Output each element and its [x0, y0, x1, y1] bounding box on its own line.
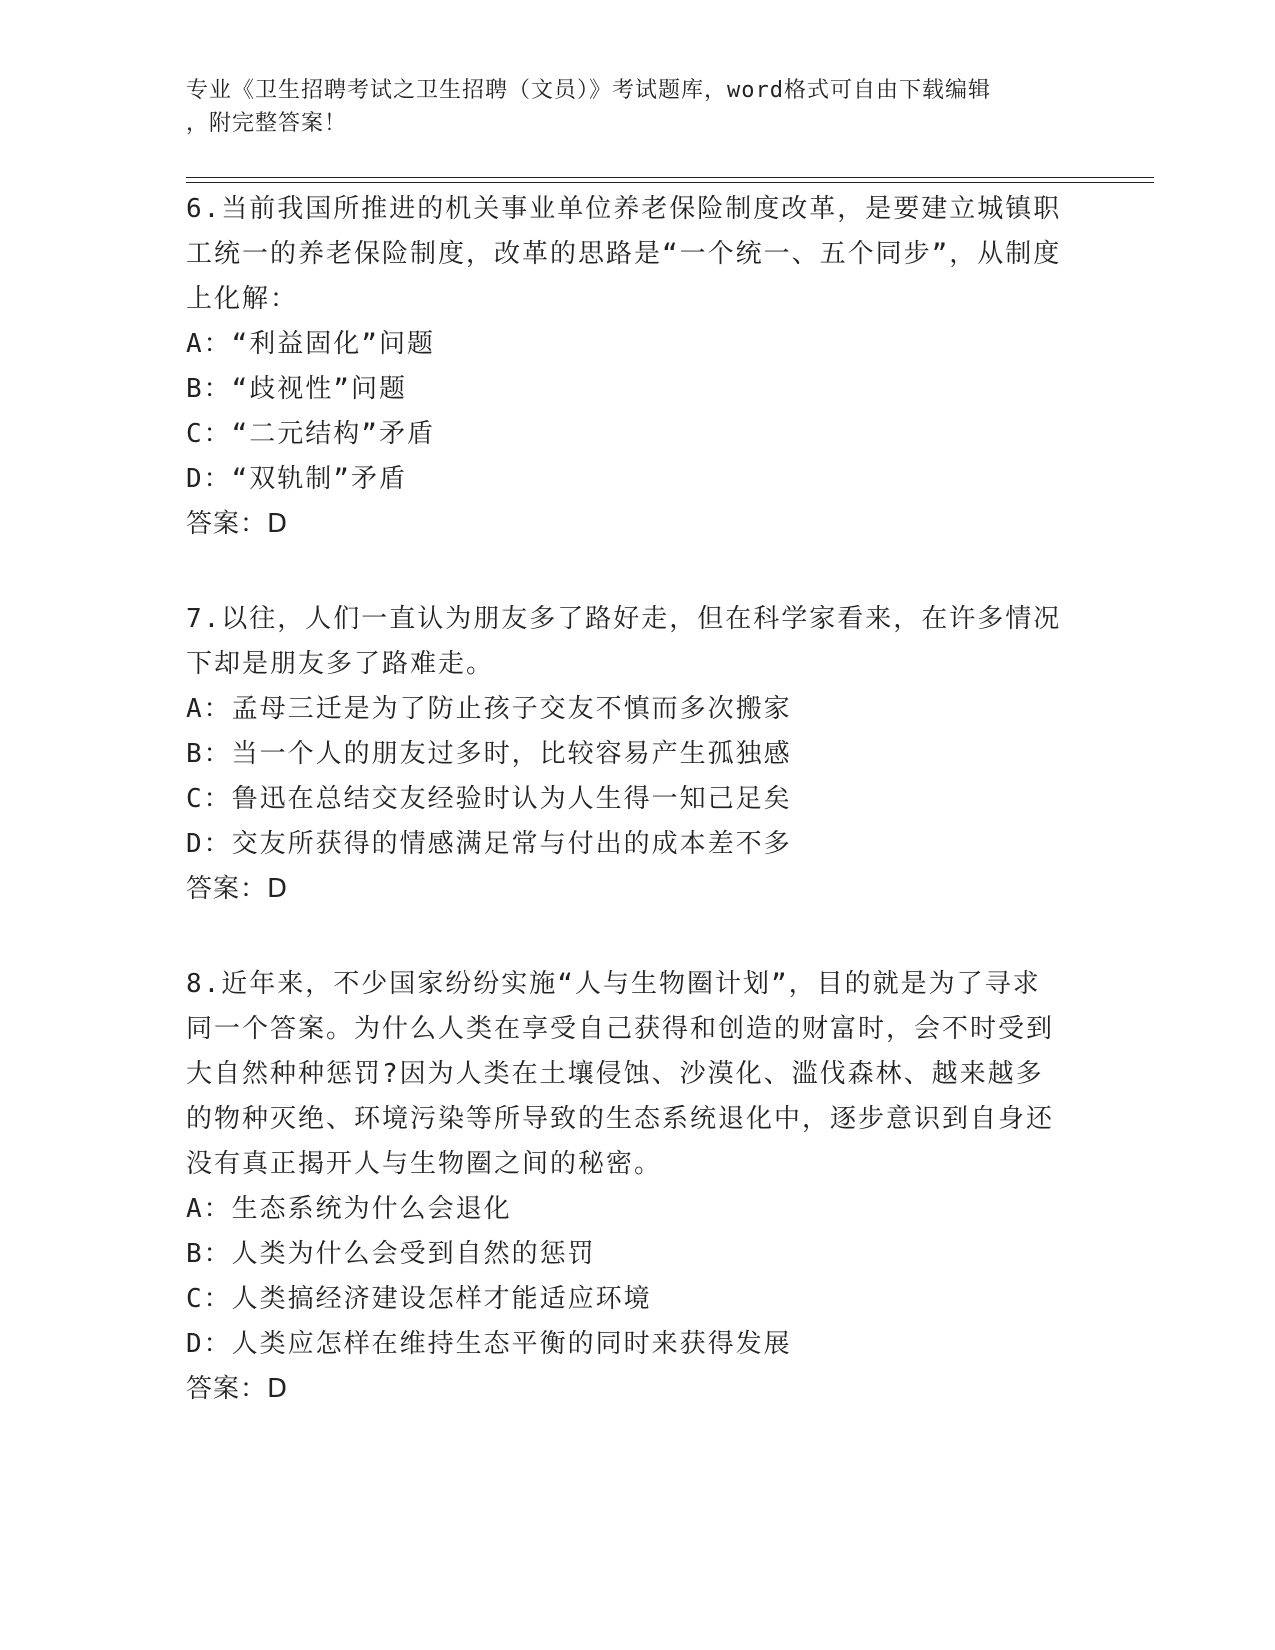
option-b: B：“歧视性”问题	[186, 374, 407, 404]
answer-line: 答案：D	[186, 1374, 289, 1404]
option-d: D：“双轨制”矛盾	[186, 464, 407, 494]
question-7	[186, 597, 1066, 912]
header-divider-bottom	[186, 182, 1154, 183]
header-line-2: ，附完整答案！	[186, 111, 348, 136]
answer-line: 答案：D	[186, 509, 289, 539]
option-c: C：人类搞经济建设怎样才能适应环境	[186, 1284, 652, 1314]
question-stem: 8.近年来，不少国家纷纷实施“人与生物圈计划”，目的就是为了寻求同一个答案。为什么人类在享受自己获得和创造的财富时，会不时受到大自然种种惩罚?因为人类在土壤侵蚀、沙漠化、滥伐森林、越来越多的物种灭绝、环境污染等所导致的生态系统退化中，逐步意识到自身还没有真正揭开人与生物圈之间的秘密。	[186, 969, 1055, 1179]
option-d: D：人类应怎样在维持生态平衡的同时来获得发展	[186, 1329, 792, 1359]
option-d: D：交友所获得的情感满足常与付出的成本差不多	[186, 829, 792, 859]
option-a: A：“利益固化”问题	[186, 329, 435, 359]
option-b: B：人类为什么会受到自然的惩罚	[186, 1239, 596, 1269]
option-c: C：鲁迅在总结交友经验时认为人生得一知己足矣	[186, 784, 792, 814]
option-a: A：生态系统为什么会退化	[186, 1194, 512, 1224]
document-header	[186, 74, 1066, 140]
question-stem: 6.当前我国所推进的机关事业单位养老保险制度改革，是要建立城镇职工统一的养老保险制度，改革的思路是“一个统一、五个同步”，从制度上化解：	[186, 194, 1062, 314]
header-divider-top	[186, 177, 1154, 178]
question-6	[186, 187, 1066, 547]
answer-line: 答案：D	[186, 874, 289, 904]
option-b: B：当一个人的朋友过多时，比较容易产生孤独感	[186, 739, 792, 769]
header-line-1: 专业《卫生招聘考试之卫生招聘（文员）》考试题库，word格式可自由下载编辑	[186, 78, 991, 103]
question-8	[186, 962, 1066, 1412]
option-c: C：“二元结构”矛盾	[186, 419, 435, 449]
question-stem: 7.以往，人们一直认为朋友多了路好走，但在科学家看来，在许多情况下却是朋友多了路难走。	[186, 604, 1062, 679]
option-a: A：孟母三迁是为了防止孩子交友不慎而多次搬家	[186, 694, 792, 724]
